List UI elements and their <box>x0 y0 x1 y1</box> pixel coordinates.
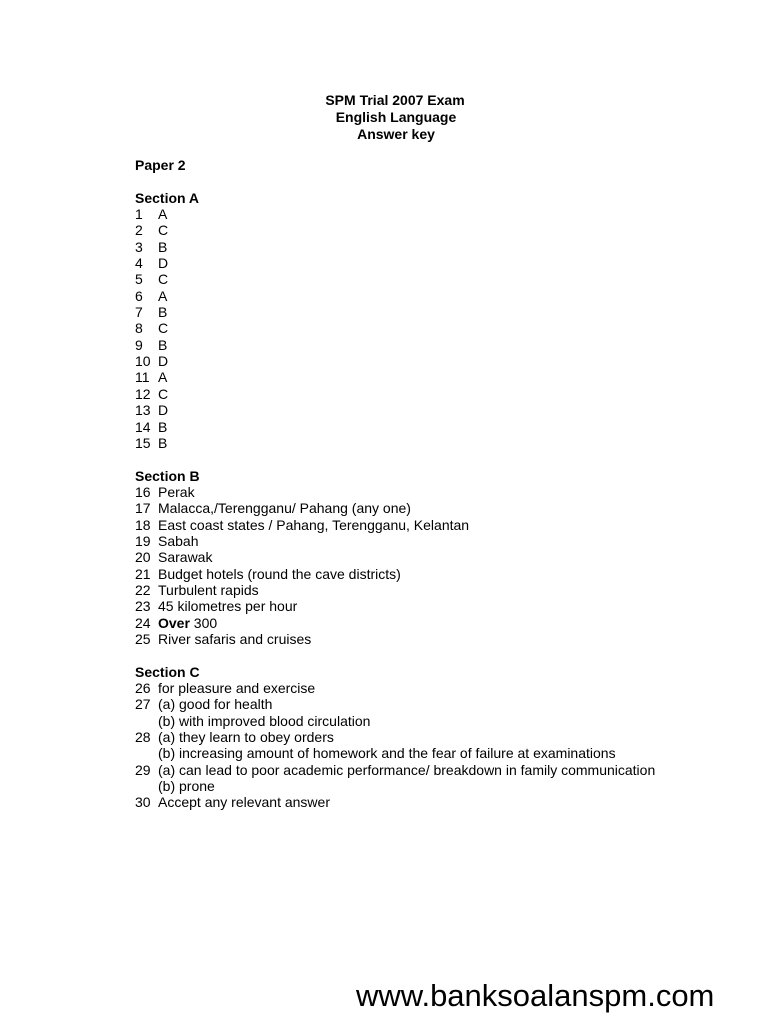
answer-text: Accept any relevant answer <box>158 794 330 811</box>
section-b-list <box>135 484 695 647</box>
question-number: 3 <box>135 238 143 255</box>
answer-remainder: 300 <box>189 614 218 631</box>
question-number: 6 <box>135 287 143 304</box>
answer-part-b: (b) increasing amount of homework and the fear of failure at examinations <box>158 745 616 762</box>
answer-row <box>135 598 695 614</box>
document-title <box>0 92 768 143</box>
answer-row <box>135 304 695 320</box>
section-b-heading: Section B <box>135 467 200 484</box>
question-number: 15 <box>135 434 151 451</box>
question-number: 23 <box>135 598 151 615</box>
answer-row <box>135 517 695 533</box>
answer-row <box>135 353 695 369</box>
question-number: 9 <box>135 336 143 353</box>
answer-part-a: (a) good for health <box>158 696 273 713</box>
answer-row <box>135 206 695 222</box>
question-number: 28 <box>135 729 151 746</box>
answer-key-title: Answer key <box>357 126 435 142</box>
question-number: 11 <box>135 369 150 386</box>
question-number: 30 <box>135 794 151 811</box>
paper-heading: Paper 2 <box>135 157 186 173</box>
answer-text: A <box>158 369 168 386</box>
answer-row <box>135 435 695 451</box>
question-number: 20 <box>135 549 151 566</box>
answer-text: B <box>158 434 168 451</box>
answer-row <box>135 680 695 696</box>
answer-row <box>135 402 695 418</box>
answer-row <box>135 239 695 255</box>
answer-text: A <box>158 206 168 223</box>
answer-text: Turbulent rapids <box>158 581 259 598</box>
question-number: 1 <box>135 206 143 223</box>
answer-content <box>135 157 695 811</box>
answer-row <box>135 288 695 304</box>
answer-row <box>135 369 695 385</box>
question-number: 10 <box>135 353 151 370</box>
answer-text: D <box>158 402 169 419</box>
question-number: 27 <box>135 696 151 713</box>
question-number: 2 <box>135 222 143 239</box>
answer-row <box>135 255 695 271</box>
section-c-heading: Section C <box>135 663 200 680</box>
subject-title: English Language <box>335 109 457 125</box>
answer-text: D <box>158 255 169 272</box>
question-number: 18 <box>135 516 151 533</box>
answer-text <box>158 615 695 631</box>
question-number: 5 <box>135 271 143 288</box>
answer-text: B <box>158 418 168 435</box>
answer-row <box>135 566 695 582</box>
question-number: 14 <box>135 418 151 435</box>
question-number: 4 <box>135 255 143 272</box>
answer-text: Malacca,/Terengganu/ Pahang (any one) <box>158 500 411 517</box>
answer-row <box>135 549 695 565</box>
answer-part-b: (b) with improved blood circulation <box>158 712 371 729</box>
answer-row <box>135 762 695 778</box>
answer-text: C <box>158 320 169 337</box>
question-number: 17 <box>135 500 151 517</box>
question-number: 8 <box>135 320 143 337</box>
section-c-list <box>135 680 695 811</box>
answer-text: B <box>158 336 168 353</box>
section-a-heading: Section A <box>135 189 200 206</box>
question-number: 16 <box>135 483 151 500</box>
answer-part-a: (a) they learn to obey orders <box>158 729 334 746</box>
answer-text: Perak <box>158 483 195 500</box>
question-number: 7 <box>135 304 143 321</box>
section-a-list <box>135 206 695 451</box>
answer-row <box>135 320 695 336</box>
answer-text: A <box>158 287 168 304</box>
question-number: 26 <box>135 680 151 696</box>
answer-text: B <box>158 238 168 255</box>
answer-text: River safaris and cruises <box>158 630 312 647</box>
answer-text: C <box>158 222 169 239</box>
exam-title: SPM Trial 2007 Exam <box>325 92 465 108</box>
answer-row <box>135 533 695 549</box>
answer-text: Sabah <box>158 532 199 549</box>
answer-emphasis: Over <box>158 614 190 631</box>
answer-text: Sarawak <box>158 549 213 566</box>
answer-text: 45 kilometres per hour <box>158 598 298 615</box>
answer-row <box>135 729 695 745</box>
answer-text: East coast states / Pahang, Terengganu, Kelantan <box>158 516 470 533</box>
question-number: 12 <box>135 385 151 402</box>
answer-row <box>135 337 695 353</box>
answer-row <box>135 271 695 287</box>
answer-row <box>135 582 695 598</box>
question-number: 13 <box>135 402 151 419</box>
answer-row <box>135 484 695 500</box>
website-watermark: www.banksoalanspm.com <box>356 978 715 1013</box>
answer-row <box>135 222 695 238</box>
answer-text: Budget hotels (round the cave districts) <box>158 565 401 582</box>
question-number: 29 <box>135 761 151 778</box>
answer-row <box>135 631 695 647</box>
answer-text: for pleasure and exercise <box>158 680 316 696</box>
answer-text: B <box>158 304 168 321</box>
answer-text: C <box>158 271 169 288</box>
answer-row <box>135 794 695 810</box>
answer-text: C <box>158 385 169 402</box>
question-number: 19 <box>135 532 151 549</box>
answer-row <box>135 386 695 402</box>
answer-part-b: (b) prone <box>158 778 215 795</box>
question-number: 24 <box>135 614 151 631</box>
answer-text: D <box>158 353 169 370</box>
answer-row <box>135 500 695 516</box>
question-number: 22 <box>135 581 151 598</box>
question-number: 21 <box>135 565 151 582</box>
question-number: 25 <box>135 630 151 647</box>
answer-row <box>135 615 695 631</box>
answer-row <box>135 419 695 435</box>
answer-row <box>135 696 695 712</box>
answer-part-a: (a) can lead to poor academic performance/ breakdown in family communication <box>158 761 656 778</box>
